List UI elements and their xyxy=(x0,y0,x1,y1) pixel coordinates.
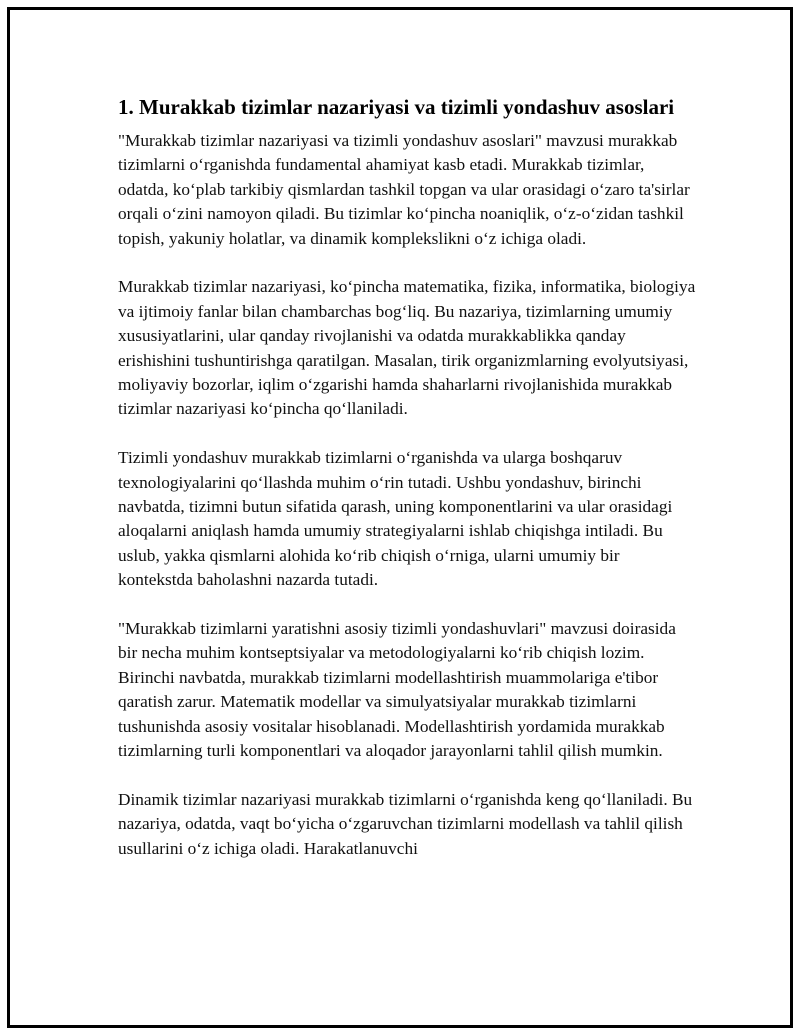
paragraph-5: Dinamik tizimlar nazariyasi murakkab tizimlarni oʻrganishda keng qoʻllaniladi. Bu nazariya, odatda, vaqt boʻyicha oʻzgaruvchan tizimlarni modellash va tahlil qilish usullarini oʻz ichiga oladi. Harakatlanuvchi xyxy=(118,789,693,858)
paragraph-4: "Murakkab tizimlarni yaratishni asosiy tizimli yondashuvlari" mavzusi doirasida bir necha muhim kontseptsiyalar va metodologiyalarni koʻrib chiqish lozim. Birinchi navbatda, murakkab tizimlarni modellashtirish muammolariga e'tibor qaratish zarur. Matematik modellar va simulyatsiyalar murakkab tizimlarni tushunishda asosiy vositalar hisoblanadi. Modellashtirish yordamida murakkab tizimlarning turli komponentlari va aloqador jarayonlarni tahlil qilish mumkin. xyxy=(118,619,676,761)
paragraph-2: Murakkab tizimlar nazariyasi, koʻpincha matematika, fizika, informatika, biologiya va ijtimoiy fanlar bilan chambarchas bogʻliq. Bu nazariya, tizimlarning umumiy xususiyatlarini, ular qanday rivojlanishi va odatda murakkablikka qanday erishishini tushuntirishga qaratilgan. Masalan, tirik organizmlarning evolyutsiyasi, moliyaviy bozorlar, iqlim oʻzgarishi hamda shaharlarni rivojlanishida murakkab tizimlar nazariyasi koʻpincha qoʻllaniladi. xyxy=(118,277,696,419)
paragraph-3: Tizimli yondashuv murakkab tizimlarni oʻrganishda va ularga boshqaruv texnologiyalarini qoʻllashda muhim oʻrin tutadi. Ushbu yondashuv, birinchi navbatda, tizimni butun sifatida qarash, uning komponentlarini va ular orasidagi aloqalarni aniqlash hamda umumiy strategiyalarni ishlab chiqishga intiladi. Bu uslub, yakka qismlarni alohida koʻrib chiqish oʻrniga, ularni umumiy bir kontekstda baholashni nazarda tutadi. xyxy=(118,448,673,590)
section-heading: 1. Murakkab tizimlar nazariyasi va tizimli yondashuv asoslari xyxy=(118,95,675,119)
document-body xyxy=(118,93,698,886)
paragraph-1: "Murakkab tizimlar nazariyasi va tizimli yondashuv asoslari" mavzusi murakkab tizimlarni oʻrganishda fundamental ahamiyat kasb etadi. Murakkab tizimlar, odatda, koʻplab tarkibiy qismlardan tashkil topgan va ular orasidagi oʻzaro ta'sirlar orqali oʻzini namoyon qiladi. Bu tizimlar koʻpincha noaniqlik, oʻz-oʻzidan tashkil topish, yakuniy holatlar, va dinamik komplekslikni oʻz ichiga oladi. xyxy=(118,131,690,248)
